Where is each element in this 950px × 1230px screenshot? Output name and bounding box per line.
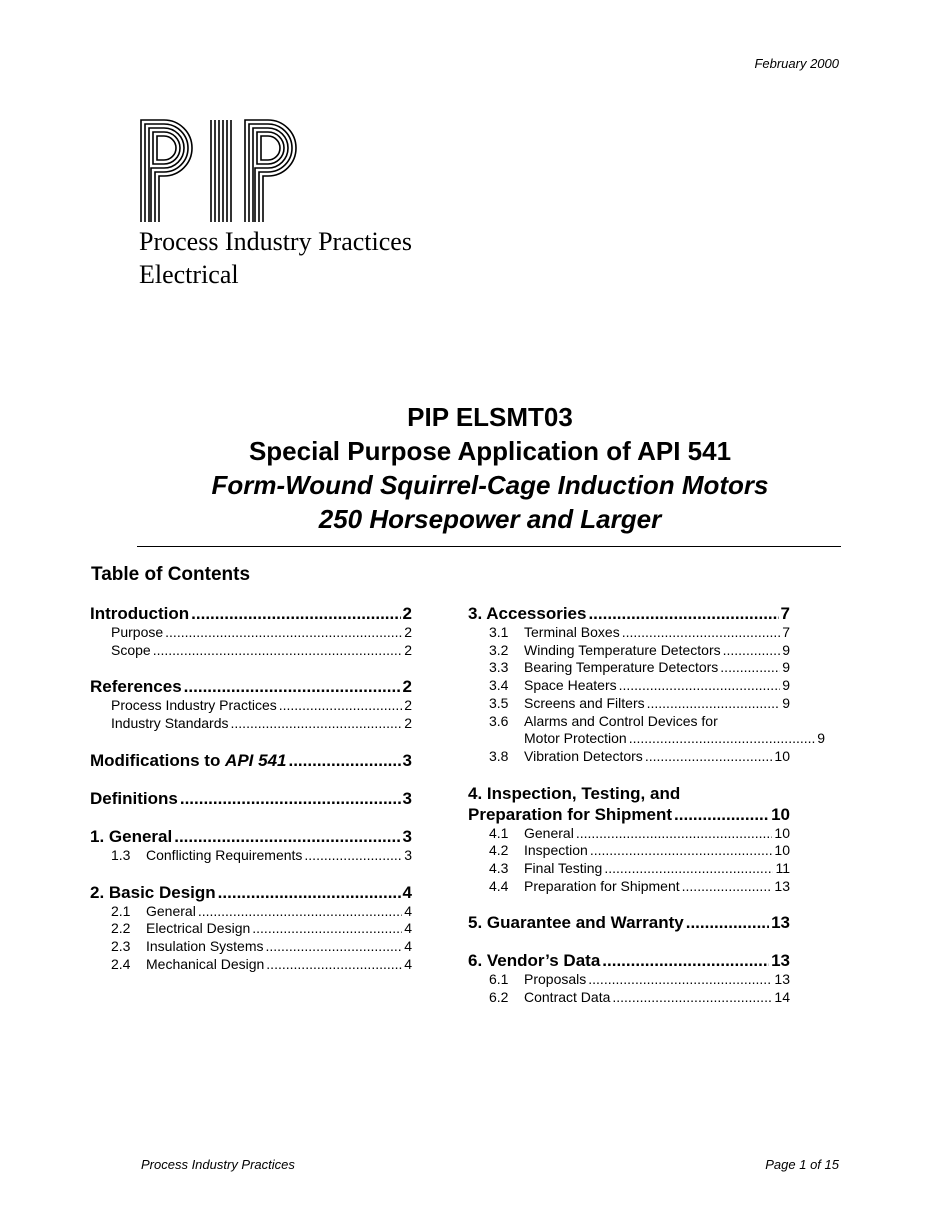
toc-subentry-title-cont: Motor Protection — [524, 730, 627, 747]
toc-subentry-title: Industry Standards — [111, 715, 229, 732]
toc-subentry[interactable] — [468, 989, 790, 1007]
toc-entry[interactable] — [468, 603, 790, 624]
pip-logo — [139, 118, 309, 229]
toc-subentry[interactable] — [468, 624, 790, 642]
toc-entry-title — [90, 750, 286, 771]
toc-entry-page: 3 — [402, 788, 412, 808]
toc-right-column — [468, 603, 825, 1007]
toc-entry-page: 2 — [402, 604, 412, 623]
document-title — [0, 400, 950, 536]
toc-subentry[interactable] — [90, 847, 412, 865]
toc-subentry[interactable] — [468, 842, 790, 860]
toc-subentry-page: 14 — [774, 989, 790, 1006]
toc-subentry[interactable] — [90, 920, 412, 938]
toc-subentry-page: 2 — [404, 641, 412, 658]
toc-entry-title: 4. Inspection, Testing, and — [468, 783, 681, 803]
toc-entry-page: 3 — [402, 750, 412, 770]
toc-subentry-number: 4.1 — [489, 824, 509, 841]
toc-subentry-page: 11 — [775, 860, 790, 877]
toc-subentry-title: Proposals — [524, 971, 587, 988]
title-divider — [137, 546, 841, 547]
toc-subentry-number: 4.3 — [489, 860, 509, 877]
toc-subentry-title: Electrical Design — [146, 920, 251, 937]
toc-subentry-number: 6.1 — [489, 971, 509, 988]
toc-subentry-page: 7 — [782, 624, 790, 640]
toc-subentry-number: 2.1 — [111, 902, 131, 919]
toc-subentry-title: Scope — [111, 641, 151, 658]
toc-subentry[interactable] — [90, 956, 412, 974]
toc-entry-title: Introduction — [90, 604, 190, 623]
toc-subentry-title: Preparation for Shipment — [524, 877, 680, 894]
toc-subentry-number: 2.4 — [111, 955, 131, 972]
toc-subentry[interactable] — [90, 715, 412, 733]
toc-entry-page: 2 — [402, 677, 412, 697]
toc-subentry-page: 2 — [404, 624, 412, 640]
toc-subentry-number: 4.2 — [489, 842, 509, 859]
toc-subentry-number: 3.1 — [489, 624, 509, 640]
toc-subentry-number: 2.3 — [111, 937, 131, 954]
toc-subentry-number: 6.2 — [489, 989, 509, 1006]
footer-org: Process Industry Practices — [141, 1157, 295, 1172]
toc-subentry-page: 13 — [774, 877, 790, 894]
toc-subentry-page: 10 — [774, 747, 790, 764]
toc-entry-title-cont: Preparation for Shipment — [468, 804, 673, 824]
toc-subentry-number: 3.3 — [489, 659, 509, 676]
toc-subentry[interactable] — [468, 748, 790, 766]
toc-subentry[interactable] — [90, 624, 412, 642]
toc-subentry-number: 3.2 — [489, 641, 509, 658]
toc-entry-title: 3. Accessories — [468, 604, 587, 623]
toc-entry-title: 6. Vendor’s Data — [468, 951, 601, 971]
toc-subentry-page: 9 — [782, 659, 790, 676]
toc-subentry[interactable] — [90, 642, 412, 660]
toc-entry[interactable] — [90, 603, 412, 624]
toc-subentry[interactable] — [468, 712, 825, 748]
toc-subentry-number: 3.6 — [489, 712, 509, 729]
toc-entry[interactable] — [468, 912, 790, 933]
toc-subentry-page: 9 — [782, 677, 790, 694]
toc-subentry-page: 4 — [404, 937, 412, 954]
toc-subentry-page: 4 — [404, 920, 412, 937]
toc-subentry-number: 3.8 — [489, 747, 509, 764]
toc-subentry[interactable] — [468, 695, 790, 713]
title-line-2: Special Purpose Application of API 541 — [248, 436, 732, 466]
toc-subentry-number: 1.3 — [111, 846, 131, 863]
toc-entry-title-italic: API 541 — [225, 750, 287, 770]
toc-subentry-title: Vibration Detectors — [524, 747, 643, 764]
toc-subentry-page: 10 — [774, 842, 790, 859]
toc-subentry-page: 9 — [782, 641, 790, 658]
toc-subentry-title: Bearing Temperature Detectors — [524, 659, 719, 676]
toc-subentry[interactable] — [468, 860, 790, 878]
toc-subentry-page: 13 — [774, 971, 790, 988]
toc-entry[interactable] — [90, 788, 412, 809]
toc-subentry-number: 2.2 — [111, 920, 131, 937]
org-name: Process Industry Practices — [139, 227, 412, 256]
toc-subentry-page: 4 — [404, 955, 412, 972]
toc-heading: Table of Contents — [91, 564, 251, 585]
toc-entry[interactable] — [90, 750, 412, 771]
toc-entry[interactable] — [90, 882, 412, 903]
toc-subentry-title: Terminal Boxes — [524, 624, 620, 640]
toc-subentry[interactable] — [468, 825, 790, 843]
toc-entry-page: 13 — [771, 913, 790, 933]
toc-subentry-page: 2 — [404, 715, 412, 732]
toc-subentry-title: Winding Temperature Detectors — [524, 641, 721, 658]
pip-logo-graphic — [139, 118, 309, 224]
toc-entry-title-text: Modifications to — [90, 750, 226, 770]
toc-subentry-title: Final Testing — [524, 860, 603, 877]
toc-entry-title: 1. General — [90, 826, 173, 846]
org-discipline: Electrical — [139, 260, 239, 289]
toc-subentry-title: Space Heaters — [524, 677, 617, 694]
toc-subentry-title: Insulation Systems — [146, 937, 264, 954]
toc-subentry[interactable] — [90, 938, 412, 956]
toc-entry-title: Definitions — [90, 788, 178, 808]
header-date: February 2000 — [754, 56, 839, 71]
toc-entry-page: 13 — [771, 951, 790, 971]
toc-subentry-title: Contract Data — [524, 989, 611, 1006]
org-block — [139, 225, 412, 291]
toc-subentry-title: Alarms and Control Devices for — [524, 712, 718, 729]
toc-entry[interactable] — [90, 676, 412, 697]
toc-entry-title: 5. Guarantee and Warranty — [468, 913, 684, 933]
toc-subentry-title: Process Industry Practices — [111, 697, 277, 714]
toc-subentry-number: 3.4 — [489, 677, 509, 694]
toc-entry-page: 4 — [402, 882, 412, 902]
toc-subentry[interactable] — [468, 878, 790, 896]
toc-entry-page: 3 — [402, 826, 412, 846]
toc-subentry-title: Inspection — [524, 842, 588, 859]
toc-subentry-page: 4 — [404, 902, 412, 919]
toc-subentry-title: Purpose — [111, 624, 164, 640]
toc-subentry-number: 4.4 — [489, 877, 509, 894]
toc-entry-page: 7 — [780, 604, 790, 623]
toc-entry[interactable] — [468, 950, 790, 971]
toc-subentry[interactable] — [468, 642, 790, 660]
toc-subentry-title: Mechanical Design — [146, 955, 265, 972]
toc-subentry-number: 3.5 — [489, 694, 509, 711]
toc-entry[interactable] — [468, 783, 790, 825]
title-line-4: 250 Horsepower and Larger — [318, 504, 662, 534]
toc-subentry[interactable] — [90, 697, 412, 715]
toc-entry-title: References — [90, 677, 182, 697]
toc-entry[interactable] — [90, 826, 412, 847]
toc-left-column — [90, 603, 412, 973]
toc-subentry-title: General — [146, 902, 196, 919]
toc-subentry-page: 10 — [774, 824, 790, 841]
toc-subentry-title: General — [524, 824, 574, 841]
toc-subentry-page: 3 — [404, 846, 412, 863]
footer-page-number: Page 1 of 15 — [765, 1157, 839, 1172]
toc-subentry-page: 9 — [817, 730, 825, 747]
title-line-3: Form-Wound Squirrel-Cage Induction Motors — [211, 470, 769, 500]
toc-subentry[interactable] — [468, 677, 790, 695]
doc-id: PIP ELSMT03 — [407, 402, 573, 432]
toc-subentry-page: 2 — [404, 697, 412, 714]
toc-subentry-page: 9 — [782, 694, 790, 711]
toc-subentry[interactable] — [468, 971, 790, 989]
toc-subentry[interactable] — [468, 659, 790, 677]
toc-subentry[interactable] — [90, 903, 412, 921]
toc-entry-title: 2. Basic Design — [90, 882, 216, 902]
toc-subentry-title: Screens and Filters — [524, 694, 645, 711]
toc-subentry-title: Conflicting Requirements — [146, 846, 303, 863]
toc-entry-page: 10 — [771, 804, 790, 824]
